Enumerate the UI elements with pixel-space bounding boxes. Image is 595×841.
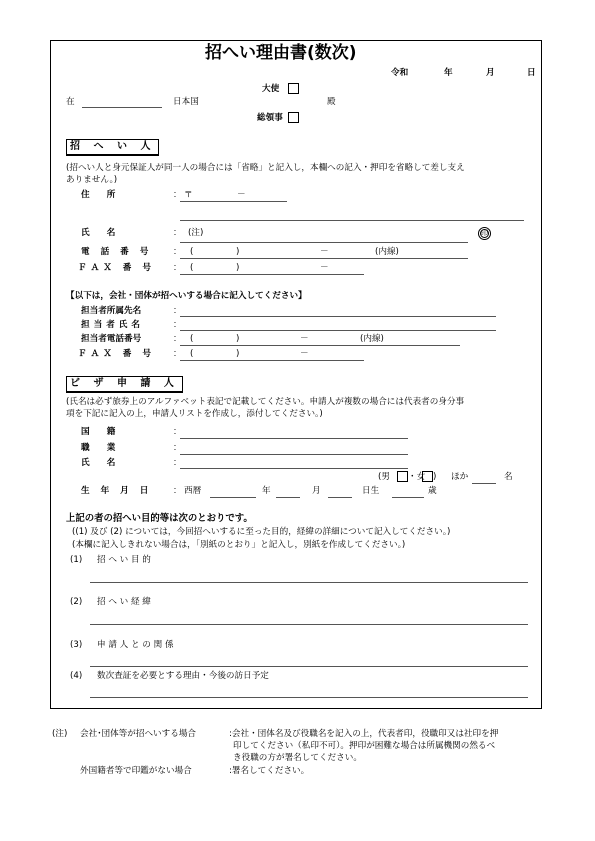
dob-year-label: 年 bbox=[262, 486, 271, 496]
footnote-case1: 会社･団体等が招へいする場合 bbox=[80, 729, 197, 739]
applicant-name-colon: ： bbox=[173, 458, 182, 468]
dob-label: 生 年 月 日 bbox=[81, 486, 153, 496]
company-heading: 【以下は，会社・団体が招へいする場合に記入してください】 bbox=[66, 291, 307, 301]
company-person-label: 担当者氏名 bbox=[81, 320, 144, 330]
nihonkoku-label: 日本国 bbox=[173, 97, 199, 107]
occupation-line[interactable] bbox=[180, 454, 408, 455]
company-person-line[interactable] bbox=[180, 330, 496, 331]
company-phone-label: 担当者電話番号 bbox=[81, 334, 142, 344]
company-phone-dash: － bbox=[300, 334, 309, 344]
soryoji-label: 総領事 bbox=[257, 113, 283, 123]
inviter-fax-colon: ： bbox=[173, 263, 182, 273]
company-phone-paren-open: ( bbox=[190, 334, 194, 344]
footnote-desc1-line3: き役職の方が署名してください。 bbox=[233, 753, 362, 763]
purpose-item-1-label: 招 へ い 目 的 bbox=[97, 555, 151, 565]
inviter-name-colon: ： bbox=[173, 228, 182, 238]
address-label: 住 所 bbox=[81, 190, 116, 200]
dob-day-label: 日生 bbox=[362, 486, 380, 496]
gender-close-paren: ) bbox=[433, 472, 437, 482]
applicant-note-line1: (氏名は必ず旅券上のアルファベット表記で記載してください。申請人が複数の場合には代表者の身分事 bbox=[66, 397, 465, 407]
occupation-colon: ： bbox=[173, 443, 182, 453]
company-phone-paren-close: ) bbox=[236, 334, 240, 344]
inviter-phone-paren-close: ) bbox=[236, 247, 240, 257]
footnote-desc2: :署名してください。 bbox=[229, 766, 310, 776]
purpose-heading: 上記の者の招へい目的等は次のとおりです。 bbox=[66, 513, 253, 524]
den-label: 殿 bbox=[327, 97, 336, 107]
date-year: 年 bbox=[444, 68, 453, 78]
occupation-label: 職 業 bbox=[81, 443, 116, 453]
gender-male-checkbox[interactable] bbox=[397, 471, 408, 482]
others-label: ほか bbox=[451, 472, 469, 482]
age-label: 歳 bbox=[428, 486, 437, 496]
company-fax-dash: － bbox=[300, 349, 309, 359]
taishi-checkbox[interactable] bbox=[288, 83, 299, 94]
dob-month-line[interactable] bbox=[276, 497, 300, 498]
date-day: 日 bbox=[527, 68, 536, 78]
purpose-item-2-label: 招 へ い 経 緯 bbox=[97, 597, 151, 607]
company-fax-paren-close: ) bbox=[236, 349, 240, 359]
company-dept-label: 担当者所属先名 bbox=[81, 306, 142, 316]
company-fax-paren-open: ( bbox=[190, 349, 194, 359]
inviter-phone-line[interactable] bbox=[180, 258, 468, 259]
company-person-colon: ： bbox=[173, 320, 182, 330]
company-dept-colon: ： bbox=[173, 306, 182, 316]
dob-month-label: 月 bbox=[312, 486, 321, 496]
inviter-fax-paren-close: ) bbox=[236, 263, 240, 273]
date-reiwa: 令和 bbox=[391, 68, 409, 78]
footnote-mark: (注) bbox=[52, 729, 68, 739]
taishi-label: 大使 bbox=[262, 84, 280, 94]
inviter-note-line2: ありません。) bbox=[66, 175, 118, 185]
zai-line bbox=[82, 107, 162, 108]
company-fax-colon: ： bbox=[173, 349, 182, 359]
purpose-item-4-num: (4) bbox=[70, 671, 83, 681]
others-count-line[interactable] bbox=[472, 483, 496, 484]
inviter-fax-label: ＦＡＸ 番 号 bbox=[78, 263, 155, 273]
inviter-phone-label: 電 話 番 号 bbox=[81, 247, 153, 257]
purpose-note-line1: ((1) 及び (2) については，今回招へいするに至った目的，経緯の詳細について記入してください。) bbox=[72, 527, 451, 537]
zai-label: 在 bbox=[66, 97, 75, 107]
applicant-name-line[interactable] bbox=[180, 468, 408, 469]
company-phone-line[interactable] bbox=[180, 345, 460, 346]
inviter-fax-dash: － bbox=[320, 263, 329, 273]
inviter-fax-line[interactable] bbox=[180, 274, 364, 275]
date-month: 月 bbox=[486, 68, 495, 78]
inviter-fax-paren-open: ( bbox=[190, 263, 194, 273]
company-fax-line[interactable] bbox=[180, 360, 364, 361]
footnote-desc1-line2: 印してください（私印不可）。押印が困難な場合は所属機関の然るべ bbox=[233, 741, 496, 751]
company-dept-line[interactable] bbox=[180, 316, 496, 317]
purpose-item-3-label: 申 請 人 と の 関 係 bbox=[97, 640, 174, 650]
nationality-colon: ： bbox=[173, 427, 182, 437]
company-phone-colon: ： bbox=[173, 334, 182, 344]
applicant-note-line2: 項を下記に記入の上，申請人リストを作成し，添付してください。) bbox=[66, 409, 323, 419]
dob-day-line[interactable] bbox=[328, 497, 352, 498]
inviter-section-title: 招 へ い 人 bbox=[66, 139, 159, 156]
inviter-phone-colon: ： bbox=[173, 247, 182, 257]
inviter-name-line[interactable] bbox=[180, 242, 468, 243]
footnote-case2: 外国籍者等で印鑑がない場合 bbox=[80, 766, 192, 776]
form-title: 招へい理由書(数次) bbox=[205, 43, 357, 63]
inviter-phone-paren-open: ( bbox=[190, 247, 194, 257]
inviter-phone-extension: (内線) bbox=[375, 247, 399, 257]
company-phone-extension: (内線) bbox=[360, 334, 384, 344]
persons-label: 名 bbox=[504, 472, 513, 482]
purpose-item-3-num: (3) bbox=[70, 640, 83, 650]
applicant-name-label: 氏 名 bbox=[81, 458, 116, 468]
purpose-item-2-num: (2) bbox=[70, 597, 83, 607]
nationality-label: 国 籍 bbox=[81, 427, 116, 437]
gender-female-label: ・女 bbox=[408, 472, 426, 482]
inviter-name-label: 氏 名 bbox=[81, 228, 116, 238]
dob-year-line[interactable] bbox=[210, 497, 256, 498]
company-fax-label: ＦＡＸ 番 号 bbox=[78, 349, 155, 359]
inviter-name-note: (注) bbox=[188, 228, 204, 238]
postal-mark: 〒 bbox=[184, 190, 193, 200]
purpose-item-4-label: 数次査証を必要とする理由・今後の訪日予定 bbox=[97, 671, 269, 681]
seal-icon: 印 bbox=[478, 227, 491, 240]
address-colon: ： bbox=[173, 190, 182, 200]
gender-male-label: (男 bbox=[378, 472, 390, 482]
purpose-item-1-line[interactable] bbox=[90, 582, 528, 583]
purpose-item-3-line[interactable] bbox=[90, 666, 528, 667]
inviter-note-line1: (招へい人と身元保証人が同一人の場合には「省略」と記入し，本欄への記入・押印を省略して差し支え bbox=[66, 163, 465, 173]
gender-female-checkbox[interactable] bbox=[422, 471, 433, 482]
purpose-item-4-line[interactable] bbox=[90, 697, 528, 698]
purpose-item-1-num: (1) bbox=[70, 555, 83, 565]
dob-colon: ： bbox=[173, 486, 182, 496]
address-line[interactable] bbox=[180, 220, 524, 221]
postal-line[interactable] bbox=[180, 201, 287, 202]
soryoji-checkbox[interactable] bbox=[288, 112, 299, 123]
inviter-phone-dash: － bbox=[320, 247, 329, 257]
age-line[interactable] bbox=[392, 497, 424, 498]
purpose-note-line2: (本欄に記入しきれない場合は，「別紙のとおり」と記入し，別紙を作成してください。) bbox=[72, 540, 406, 550]
dob-seireki: 西暦 bbox=[184, 486, 202, 496]
nationality-line[interactable] bbox=[180, 438, 408, 439]
applicant-section-title: ビ ザ 申 請 人 bbox=[66, 376, 183, 393]
postal-dash: － bbox=[237, 190, 246, 200]
footnote-desc1-line1: :会社・団体名及び役職名を記入の上，代表者印，役職印又は社印を押 bbox=[229, 729, 499, 739]
purpose-item-2-line[interactable] bbox=[90, 624, 528, 625]
